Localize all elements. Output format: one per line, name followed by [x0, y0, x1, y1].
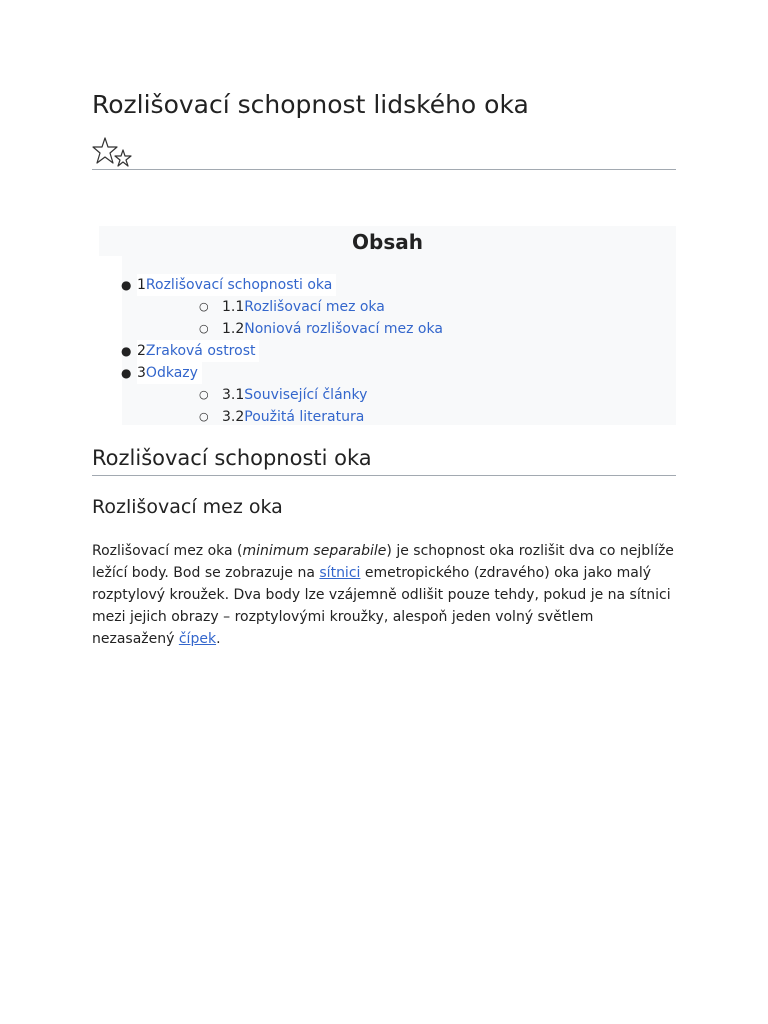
toc-link[interactable]: Související články: [244, 387, 368, 403]
toc-number: 1.1: [222, 299, 245, 315]
subsection-heading: Rozlišovací mez oka: [92, 496, 283, 518]
toc-number: 2: [137, 343, 146, 359]
text-run: .: [216, 631, 221, 647]
paragraph-line: rozptylový kroužek. Dva body lze vzájemně odlišit pouze tehdy, pokud je na sítnici: [92, 587, 671, 603]
list-bullet: ○: [199, 300, 209, 313]
star-small-icon[interactable]: [115, 150, 131, 166]
list-bullet: ○: [199, 410, 209, 423]
toc-item-3-2[interactable]: [222, 406, 364, 428]
toc-link[interactable]: Odkazy: [145, 365, 198, 381]
toc-link[interactable]: Použitá literatura: [244, 409, 365, 425]
list-bullet: ●: [121, 366, 132, 380]
toc-link[interactable]: Zraková ostrost: [145, 343, 256, 359]
list-bullet: ●: [121, 278, 132, 292]
toc-number: 3: [137, 365, 146, 381]
text-run: nezasažený: [92, 631, 179, 647]
section-divider: [92, 475, 676, 476]
rating-stars-icon[interactable]: [92, 136, 134, 168]
toc-number: 3.1: [222, 387, 245, 403]
toc-item-3[interactable]: [137, 362, 202, 384]
table-of-contents: [99, 226, 676, 425]
star-large-icon[interactable]: [93, 138, 117, 163]
toc-item-1-2[interactable]: [222, 318, 443, 340]
page-title: Rozlišovací schopnost lidského oka: [92, 90, 529, 119]
toc-link[interactable]: Noniová rozlišovací mez oka: [244, 321, 443, 337]
toc-item-2[interactable]: [137, 340, 259, 362]
toc-title: Obsah: [352, 230, 423, 254]
italic-term: minimum separabile: [242, 543, 387, 559]
toc-item-1-1[interactable]: [222, 296, 385, 318]
toc-number: 1.2: [222, 321, 245, 337]
toc-link[interactable]: Rozlišovací mez oka: [244, 299, 385, 315]
body-paragraph: [92, 540, 676, 650]
list-bullet: ○: [199, 322, 209, 335]
paragraph-line: [92, 562, 676, 584]
toc-item-1[interactable]: [137, 274, 336, 296]
toc-number: 3.2: [222, 409, 245, 425]
toc-item-3-1[interactable]: [222, 384, 367, 406]
toc-link[interactable]: Rozlišovací schopnosti oka: [145, 277, 333, 293]
paragraph-line: [92, 628, 676, 650]
title-divider: [92, 169, 676, 170]
link-cipek[interactable]: čípek: [178, 631, 217, 647]
section-heading: Rozlišovací schopnosti oka: [92, 446, 372, 470]
paragraph-line: mezi jejich obrazy – rozptylovými kroužky, alespoň jeden volný světlem: [92, 609, 594, 625]
paragraph-line: [92, 540, 676, 562]
list-bullet: ●: [121, 344, 132, 358]
toc-number: 1: [137, 277, 146, 293]
list-bullet: ○: [199, 388, 209, 401]
text-run: Rozlišovací mez oka (: [92, 543, 243, 559]
link-sitnice[interactable]: sítnici: [319, 565, 361, 581]
text-run: emetropického (zdravého) oka jako malý: [360, 565, 652, 581]
text-run: ) je schopnost oka rozlišit dva co nejblíže: [386, 543, 674, 559]
text-run: ležící body. Bod se zobrazuje na: [92, 565, 320, 581]
